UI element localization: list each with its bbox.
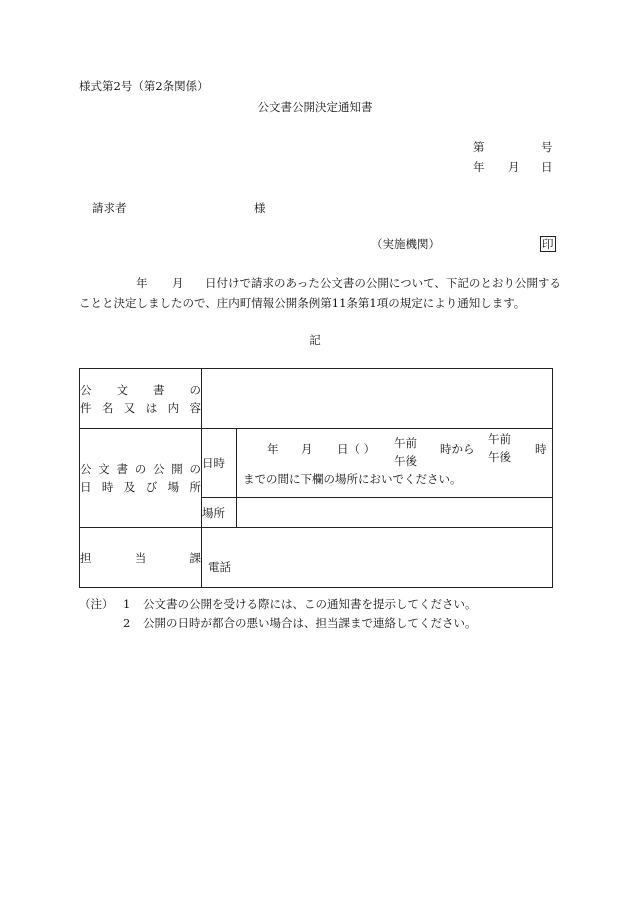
department-label: 担当課 [80,550,201,565]
doc-number-dai: 第 [473,140,485,154]
body-month: 月 [172,276,184,290]
form-number-label: 様式第2号（第2条関係） [79,79,209,93]
basho-label: 場所 [202,505,225,520]
dt-start-pm: 午後 [394,454,417,468]
row-subject [80,369,553,429]
phone-label: 電話 [208,560,231,574]
disclosure-table [79,368,553,588]
doc-number-go: 号 [541,140,553,154]
row-datetime [80,429,553,498]
date-day: 日 [541,160,553,174]
row-department [80,528,553,588]
note-2-number: 2 [123,616,131,630]
requester-label: 請求者 [92,201,127,215]
basho-label-cell [202,498,237,528]
datetime-place-label-cell [80,429,202,528]
subject-label-line2: 件名又は内容 [80,400,201,415]
seal-box [540,236,556,252]
note-1-number: 1 [123,597,131,611]
seal-mark: 印 [542,237,554,251]
dt-instruction: までの間に下欄の場所においでください。 [243,472,462,486]
department-label-cell [80,528,202,588]
nichiji-label: 日時 [202,456,225,470]
body-line2: ことと決定しましたので、庄内町情報公開条例第11条第1項の規定により通知します。 [79,296,526,310]
note-2-text: 公開の日時が都合の悪い場合は、担当課まで連絡してください。 [143,616,477,630]
datetime-value-cell[interactable] [237,429,553,498]
dt-year: 年 [267,442,279,456]
dt-end-pm: 午後 [488,450,511,464]
nichiji-label-cell [202,429,237,498]
document-title: 公文書公開決定通知書 [257,100,373,114]
datetime-label-line2: 日時及び場所 [80,480,201,494]
dt-from: 時から [440,442,475,456]
body-line1: 日付けで請求のあった公文書の公開について、下記のとおり公開する [205,276,561,290]
body-year: 年 [136,276,148,290]
note-prefix: （注） [79,597,114,611]
ki-heading: 記 [309,333,321,347]
dt-month: 月 [301,442,313,456]
dt-day-weekday: 日（ ） [337,442,376,456]
subject-value-cell[interactable] [202,369,553,429]
dt-start-am: 午前 [394,436,417,450]
datetime-label-line1: 公文書の公開の [80,462,201,476]
date-month: 月 [508,160,520,174]
place-value-cell[interactable] [237,498,553,528]
subject-label-cell [80,369,202,429]
agency-label: （実施機関） [371,237,440,251]
note-1-text: 公文書の公開を受ける際には、この通知書を提示してください。 [143,597,477,611]
department-value-cell[interactable] [202,528,553,588]
subject-label-line1: 公文書の [80,382,201,397]
date-year: 年 [473,160,485,174]
dt-end-am: 午前 [488,432,511,446]
honorific-sama: 様 [254,201,266,215]
dt-end-hour: 時 [535,442,547,456]
